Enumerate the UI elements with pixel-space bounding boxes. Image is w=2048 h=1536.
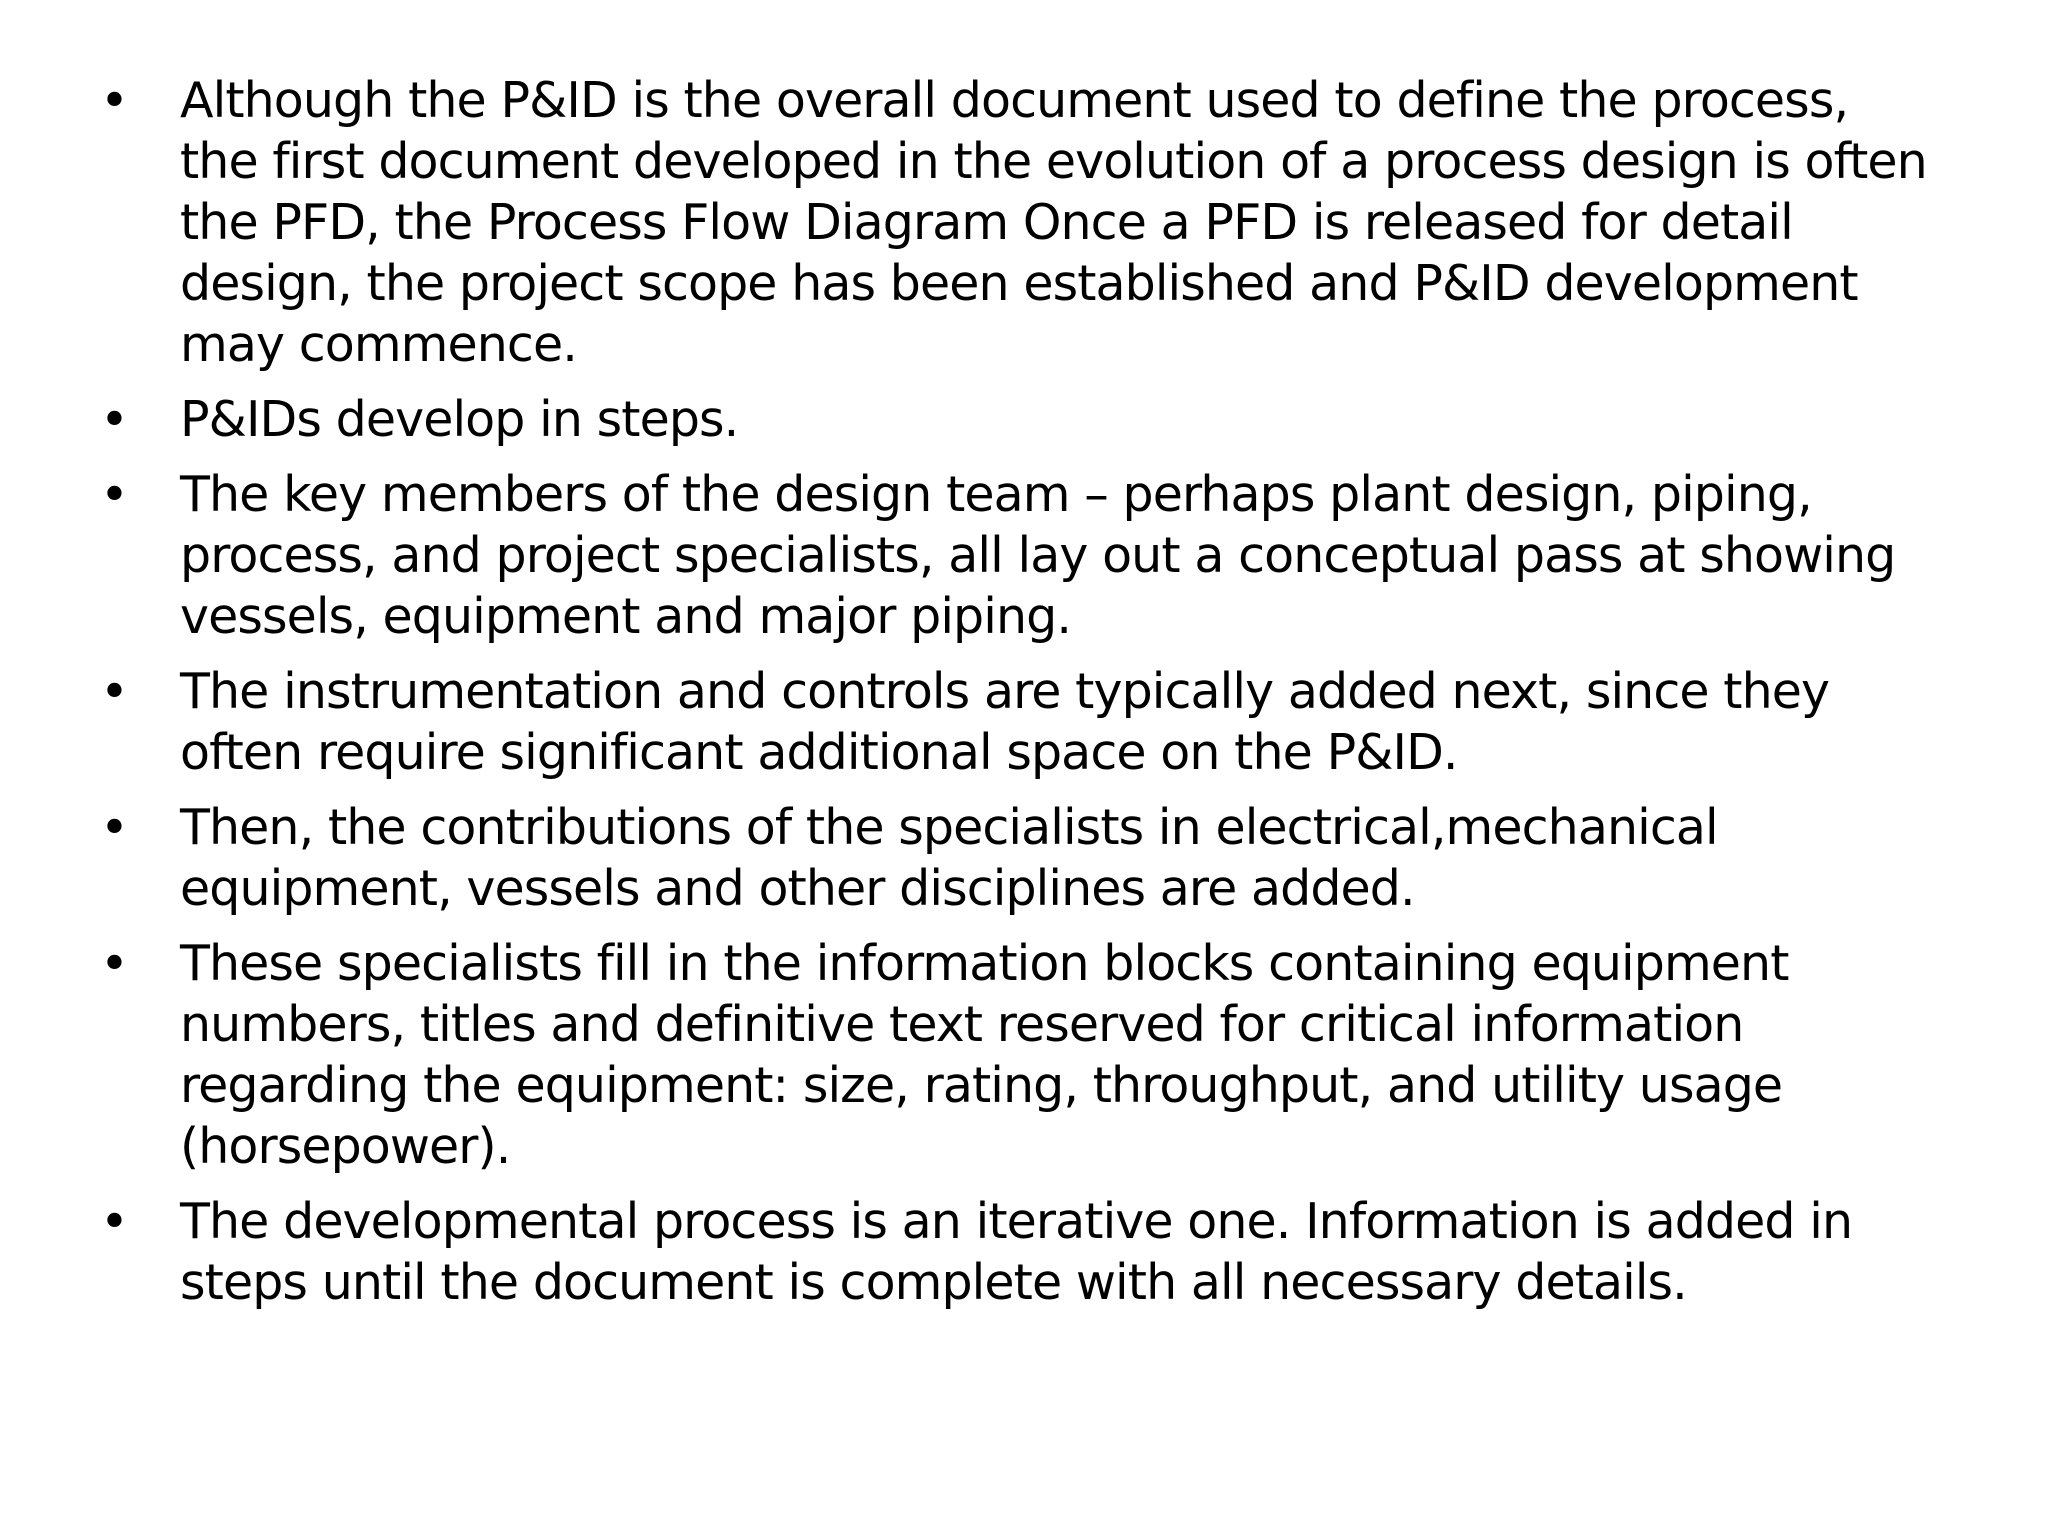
bullet-text: Then, the contributions of the specialists in electrical,mechanical equipment, vessels and other disciplines are added.	[180, 799, 1718, 917]
bullet-item-1	[100, 70, 1940, 375]
bullet-icon: •	[100, 1193, 129, 1250]
bullet-text: The instrumentation and controls are typically added next, since they often require significant additional space on the P&ID.	[180, 663, 1830, 781]
bullet-text: The developmental process is an iterative one. Information is added in steps until the document is complete with all necessary details.	[180, 1193, 1853, 1311]
bullet-list	[100, 70, 1940, 1327]
bullet-icon: •	[100, 799, 129, 856]
bullet-text: These specialists fill in the information blocks containing equipment numbers, titles and definitive text reserved for critical information regarding the equipment: size, rating, throughput, and utility usage (horsepower).	[180, 935, 1789, 1175]
bullet-icon: •	[100, 935, 129, 992]
bullet-icon: •	[100, 72, 129, 129]
bullet-item-4	[100, 661, 1940, 783]
bullet-text: The key members of the design team – perhaps plant design, piping, process, and project specialists, all lay out a conceptual pass at showing vessels, equipment and major piping.	[180, 466, 1896, 645]
bullet-item-2	[100, 389, 1940, 450]
bullet-item-5	[100, 797, 1940, 919]
bullet-item-6	[100, 933, 1940, 1177]
bullet-item-7	[100, 1191, 1940, 1313]
bullet-icon: •	[100, 466, 129, 523]
bullet-icon: •	[100, 663, 129, 720]
bullet-item-3	[100, 464, 1940, 647]
bullet-text: P&IDs develop in steps.	[180, 391, 739, 448]
bullet-text: Although the P&ID is the overall document used to define the process, the first document developed in the evolution of a process design is often the PFD, the Process Flow Diagram Once a PFD is released for detail design, the project scope has been established and P&ID development may commence.	[180, 72, 1927, 373]
bullet-icon: •	[100, 391, 129, 448]
